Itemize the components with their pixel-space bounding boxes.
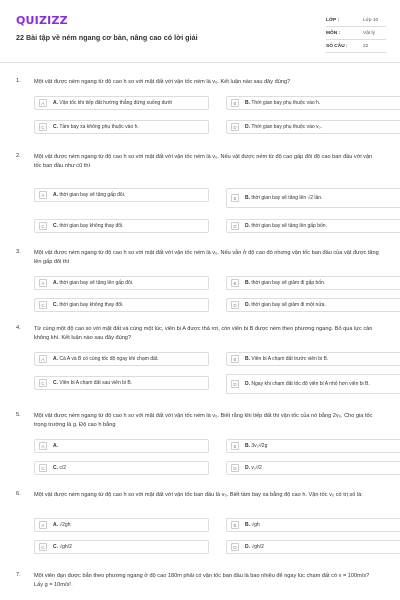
quizizz-logo: QUIZIZZ	[16, 14, 68, 27]
option-text: Tầm bay xa không phụ thuộc vào h.	[59, 123, 139, 130]
option-letter: A	[39, 442, 47, 450]
question-number: 1.	[16, 78, 21, 84]
option-letter: D	[231, 464, 239, 472]
option-d[interactable]	[226, 120, 400, 134]
option-text: thời gian bay không thay đổi.	[59, 301, 124, 308]
option-c[interactable]	[34, 540, 209, 554]
option-label: A.	[53, 191, 58, 198]
option-text: √gh/2	[59, 543, 72, 550]
option-label: D.	[245, 380, 250, 387]
meta-row-class	[326, 14, 386, 27]
question-number: 3.	[16, 249, 21, 255]
option-text: √gh/2	[251, 543, 264, 550]
option-b[interactable]	[226, 352, 400, 366]
option-label: C.	[53, 301, 58, 308]
option-letter: C	[39, 543, 47, 551]
question-text: Một viên đạn được bắn theo phương ngang ở độ cao 180m phải có vận tốc ban đầu là bao nhiêu để ngay lúc chạm đất có v = 100m/s? Lấy g = 10m/s².	[34, 573, 370, 588]
option-a[interactable]	[34, 188, 209, 202]
question-text: Từ cùng một độ cao so với mặt đất và cùng một lúc, viên bi A được thả rơi, còn viên bi B được ném theo phương ngang. Bỏ qua lực cản không khí. Kết luận nào sau đây đúng?	[34, 326, 373, 341]
option-label: B.	[245, 99, 250, 106]
option-letter: A	[39, 355, 47, 363]
option-b[interactable]	[226, 96, 400, 110]
meta-value: Vật lý	[363, 30, 375, 36]
question-number: 2.	[16, 153, 21, 159]
option-d[interactable]	[226, 219, 400, 233]
option-letter: D	[231, 543, 239, 551]
option-letter: B	[231, 355, 239, 363]
option-label: C.	[53, 464, 58, 471]
question-text: Một vật được ném ngang từ độ cao h so với mặt đất với vận tốc ném là v₀. Kết luận nào sau đây đúng?	[34, 79, 291, 85]
option-text: Vận tốc khi tiếp đất hướng thẳng đứng xuống dưới	[59, 99, 173, 106]
option-b[interactable]	[226, 439, 400, 453]
question-number: 7.	[16, 572, 21, 578]
option-c[interactable]	[34, 120, 209, 134]
option-label: C.	[53, 123, 58, 130]
option-letter: D	[231, 123, 239, 131]
option-text: Cả A và B có cùng tốc độ ngay khi chạm đất.	[59, 355, 159, 362]
option-text: Viên bi A chạm đất trước viên bi B.	[251, 355, 329, 362]
option-c[interactable]	[34, 376, 209, 390]
question-text: Một vật được ném ngang từ độ cao h so với mặt đất với vận tốc ném là v₀. Biết rằng khi tiếp đất thì vận tốc của nó bằng 2v₀. Cho gia tốc trọng trường là g. Độ cao h bằng	[34, 413, 373, 428]
option-label: C.	[53, 222, 58, 229]
option-letter: D	[231, 380, 239, 388]
option-label: D.	[245, 123, 250, 130]
option-label: B.	[245, 279, 250, 286]
option-text: thời gian bay sẽ tăng lên gấp bốn.	[251, 222, 327, 229]
option-letter: A	[39, 99, 47, 107]
option-d[interactable]	[226, 461, 400, 475]
option-a[interactable]	[34, 276, 209, 290]
option-label: A.	[53, 442, 58, 449]
worksheet-title: 22 Bài tập về ném ngang cơ bản, nâng cao có lời giải	[16, 33, 198, 42]
option-d[interactable]	[226, 540, 400, 554]
option-label: B.	[245, 194, 250, 201]
option-label: D.	[245, 222, 250, 229]
option-letter: C	[39, 123, 47, 131]
option-text: Ngay khi chạm đất tốc độ viên bi A nhỏ hơn viên bi B.	[251, 380, 370, 387]
option-label: B.	[245, 442, 250, 449]
meta-key: LỚP :	[326, 17, 340, 23]
option-text: Thời gian bay phụ thuộc vào v₀.	[251, 123, 322, 130]
option-label: B.	[245, 521, 250, 528]
option-letter: C	[39, 379, 47, 387]
option-text: 3v₀²/2g	[251, 442, 268, 449]
meta-key: SỐ CÂU :	[326, 43, 348, 49]
meta-row-subject	[326, 27, 386, 40]
meta-value: 22	[363, 43, 369, 49]
option-label: D.	[245, 543, 250, 550]
option-label: A.	[53, 521, 58, 528]
question-number: 6.	[16, 491, 21, 497]
option-letter: B	[231, 279, 239, 287]
option-b[interactable]	[226, 188, 400, 208]
option-d[interactable]	[226, 298, 400, 312]
option-letter: D	[231, 222, 239, 230]
option-label: C.	[53, 543, 58, 550]
option-a[interactable]	[34, 439, 209, 453]
question-number: 4.	[16, 325, 21, 331]
option-text: thời gian bay sẽ tăng gấp đôi.	[59, 191, 126, 198]
option-c[interactable]	[34, 298, 209, 312]
option-a[interactable]	[34, 352, 209, 366]
meta-value: Lớp 10	[363, 17, 379, 23]
option-d[interactable]	[226, 374, 400, 394]
meta-row-count	[326, 40, 386, 53]
option-b[interactable]	[226, 276, 400, 290]
option-a[interactable]	[34, 96, 209, 110]
option-letter: B	[231, 442, 239, 450]
option-text: thời gian bay sẽ tăng lên gấp đôi.	[59, 279, 134, 286]
option-c[interactable]	[34, 461, 209, 475]
question-text: Một vật được ném ngang từ độ cao h so với mặt đất với vận tốc ném là v₀. Nếu vật được ném từ độ cao gấp đôi độ cao ban đầu với vận tốc ban đầu như cũ thì	[34, 154, 373, 169]
option-label: A.	[53, 99, 58, 106]
option-text: Viên bi A chạm đất sau viên bi B.	[59, 379, 133, 386]
option-text: thời gian bay sẽ giảm đi một nửa.	[251, 301, 326, 308]
option-text: Thời gian bay phụ thuộc vào h.	[251, 99, 321, 106]
meta-key: MÔN :	[326, 30, 341, 36]
option-letter: B	[231, 99, 239, 107]
option-letter: A	[39, 191, 47, 199]
option-text: thời gian bay sẽ tăng lên √2 lần.	[251, 194, 323, 201]
option-c[interactable]	[34, 219, 209, 233]
option-text: c/2	[59, 464, 67, 471]
option-letter: C	[39, 464, 47, 472]
option-letter: A	[39, 279, 47, 287]
option-label: D.	[245, 301, 250, 308]
worksheet-meta	[326, 14, 386, 53]
option-text: thời gian bay sẽ giảm đi gấp bốn.	[251, 279, 326, 286]
option-label: D.	[245, 464, 250, 471]
question-text: Một vật được ném ngang từ độ cao h so với mặt đất với vận tốc ném là v₀. Nếu vẫn ở độ cao đó nhưng vận tốc ban đầu của vật được tăng lên gấp đôi thì	[34, 250, 379, 265]
option-letter: B	[231, 194, 239, 202]
option-a[interactable]	[34, 518, 209, 532]
question-number: 5.	[16, 412, 21, 418]
option-letter: C	[39, 301, 47, 309]
option-text: √2gh	[59, 521, 71, 528]
option-letter: A	[39, 521, 47, 529]
option-label: B.	[245, 355, 250, 362]
question-text: Một vật được ném ngang từ độ cao h so với mặt đất với vận tốc ban đầu là v₀. Biết tầm bay xa bằng độ cao h. Vận tốc v₀ có trị số là:	[34, 492, 363, 498]
option-letter: C	[39, 222, 47, 230]
worksheet-header	[0, 0, 400, 63]
option-b[interactable]	[226, 518, 400, 532]
option-letter: B	[231, 521, 239, 529]
option-label: A.	[53, 279, 58, 286]
option-text: v₀²/2	[251, 464, 262, 471]
option-label: C.	[53, 379, 58, 386]
option-text: √gh	[251, 521, 260, 528]
option-text: thời gian bay không thay đổi.	[59, 222, 124, 229]
option-letter: D	[231, 301, 239, 309]
option-label: A.	[53, 355, 58, 362]
